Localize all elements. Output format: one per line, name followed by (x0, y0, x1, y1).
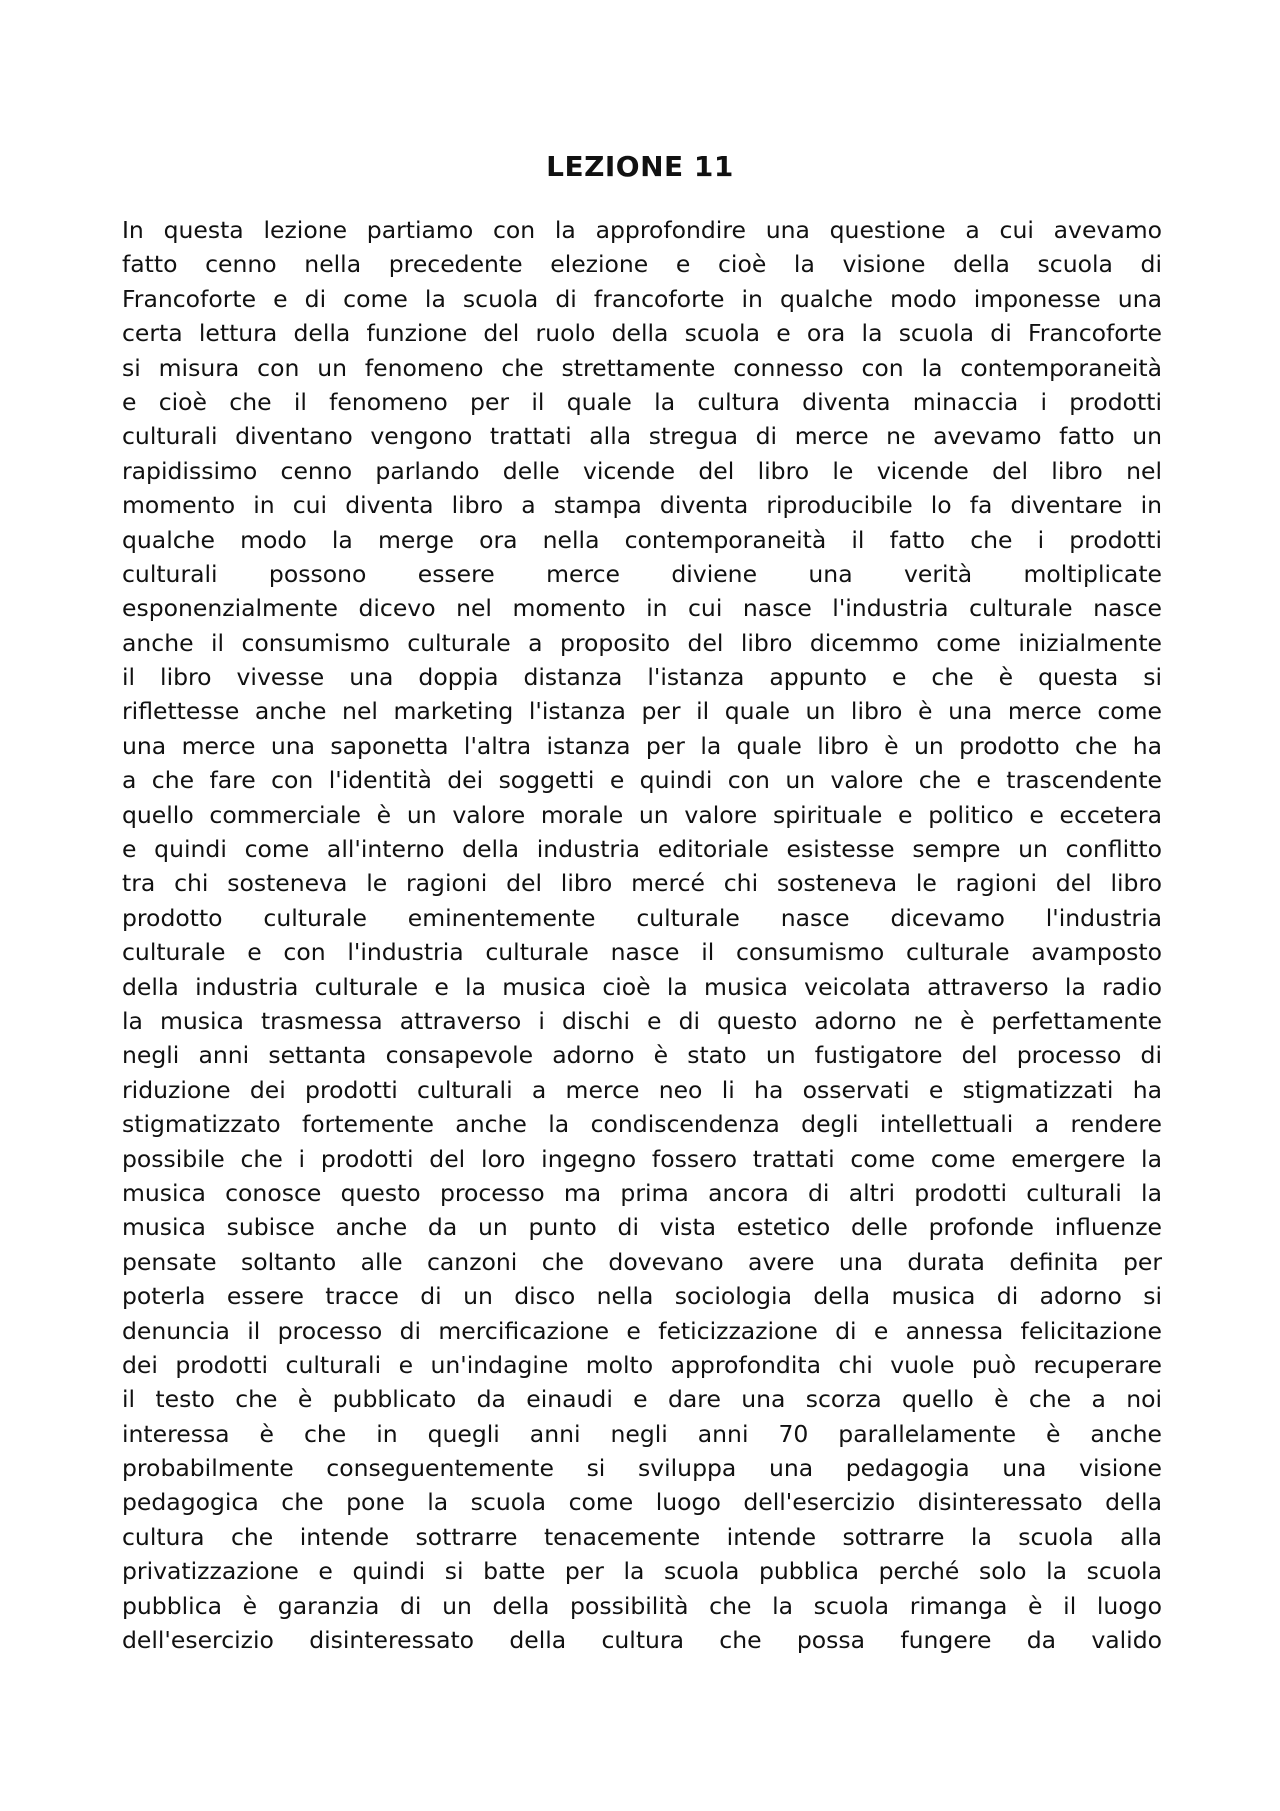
text-line: una merce una saponetta l'altra istanza per la quale libro è un prodotto che ha (122, 731, 1162, 760)
text-line: musica conosce questo processo ma prima ancora di altri prodotti culturali la (122, 1178, 1162, 1207)
text-line: probabilmente conseguentemente si sviluppa una pedagogia una visione (122, 1454, 1162, 1483)
text-line: si misura con un fenomeno che strettamente connesso con la contemporaneità (122, 353, 1162, 382)
text-line: Francoforte e di come la scuola di francoforte in qualche modo imponesse una (122, 284, 1162, 313)
text-line: pubblica è garanzia di un della possibilità che la scuola rimanga è il luogo (122, 1591, 1162, 1620)
text-line: pedagogica che pone la scuola come luogo dell'esercizio disinteressato della (122, 1488, 1162, 1517)
text-line: il libro vivesse una doppia distanza l'istanza appunto e che è questa si (122, 663, 1162, 692)
text-line: culturale e con l'industria culturale nasce il consumismo culturale avamposto (122, 938, 1162, 967)
body-paragraph (122, 213, 1162, 1657)
text-line: stigmatizzato fortemente anche la condiscendenza degli intellettuali a rendere (122, 1110, 1162, 1139)
text-line: musica subisce anche da un punto di vista estetico delle profonde influenze (122, 1213, 1162, 1242)
text-line: riflettesse anche nel marketing l'istanza per il quale un libro è una merce come (122, 697, 1162, 726)
text-line: e quindi come all'interno della industria editoriale esistesse sempre un conflitto (122, 835, 1162, 864)
text-line: il testo che è pubblicato da einaudi e dare una scorza quello è che a noi (122, 1385, 1162, 1414)
text-line: poterla essere tracce di un disco nella sociologia della musica di adorno si (122, 1282, 1162, 1311)
text-line: riduzione dei prodotti culturali a merce neo li ha osservati e stigmatizzati ha (122, 1075, 1162, 1104)
text-line: quello commerciale è un valore morale un valore spirituale e politico e eccetera (122, 800, 1162, 829)
text-line: culturali possono essere merce diviene una verità moltiplicate (122, 559, 1162, 588)
text-line: pensate soltanto alle canzoni che dovevano avere una durata definita per (122, 1247, 1162, 1276)
text-line: certa lettura della funzione del ruolo della scuola e ora la scuola di Francoforte (122, 319, 1162, 348)
text-line: esponenzialmente dicevo nel momento in cui nasce l'industria culturale nasce (122, 594, 1162, 623)
text-line: momento in cui diventa libro a stampa diventa riproducibile lo fa diventare in (122, 491, 1162, 520)
text-line: negli anni settanta consapevole adorno è stato un fustigatore del processo di (122, 1041, 1162, 1070)
text-line: e cioè che il fenomeno per il quale la cultura diventa minaccia i prodotti (122, 387, 1162, 416)
text-line: interessa è che in quegli anni negli anni 70 parallelamente è anche (122, 1419, 1162, 1448)
text-line: tra chi sosteneva le ragioni del libro mercé chi sosteneva le ragioni del libro (122, 869, 1162, 898)
text-line: In questa lezione partiamo con la approfondire una questione a cui avevamo (122, 216, 1162, 244)
text-line: della industria culturale e la musica cioè la musica veicolata attraverso la radio (122, 972, 1162, 1001)
text-line: prodotto culturale eminentemente culturale nasce dicevamo l'industria (122, 903, 1162, 932)
text-line: la musica trasmessa attraverso i dischi e di questo adorno ne è perfettamente (122, 1006, 1162, 1035)
text-line: culturali diventano vengono trattati alla stregua di merce ne avevamo fatto un (122, 422, 1162, 451)
text-line: anche il consumismo culturale a proposito del libro dicemmo come inizialmente (122, 628, 1162, 657)
text-line: fatto cenno nella precedente elezione e cioè la visione della scuola di (122, 250, 1162, 279)
text-line: rapidissimo cenno parlando delle vicende del libro le vicende del libro nel (122, 456, 1162, 485)
page-title: LEZIONE 11 (546, 150, 734, 183)
text-line: qualche modo la merge ora nella contemporaneità il fatto che i prodotti (122, 525, 1162, 554)
text-line: dei prodotti culturali e un'indagine molto approfondita chi vuole può recuperare (122, 1350, 1162, 1379)
text-line: cultura che intende sottrarre tenacemente intende sottrarre la scuola alla (122, 1522, 1162, 1551)
text-line: privatizzazione e quindi si batte per la scuola pubblica perché solo la scuola (122, 1557, 1162, 1586)
text-line: dell'esercizio disinteressato della cultura che possa fungere da valido (122, 1626, 1162, 1655)
text-line: possibile che i prodotti del loro ingegno fossero trattati come come emergere la (122, 1144, 1162, 1173)
text-line: denuncia il processo di mercificazione e feticizzazione di e annessa felicitazione (122, 1316, 1162, 1345)
text-line: a che fare con l'identità dei soggetti e quindi con un valore che e trascendente (122, 766, 1162, 795)
